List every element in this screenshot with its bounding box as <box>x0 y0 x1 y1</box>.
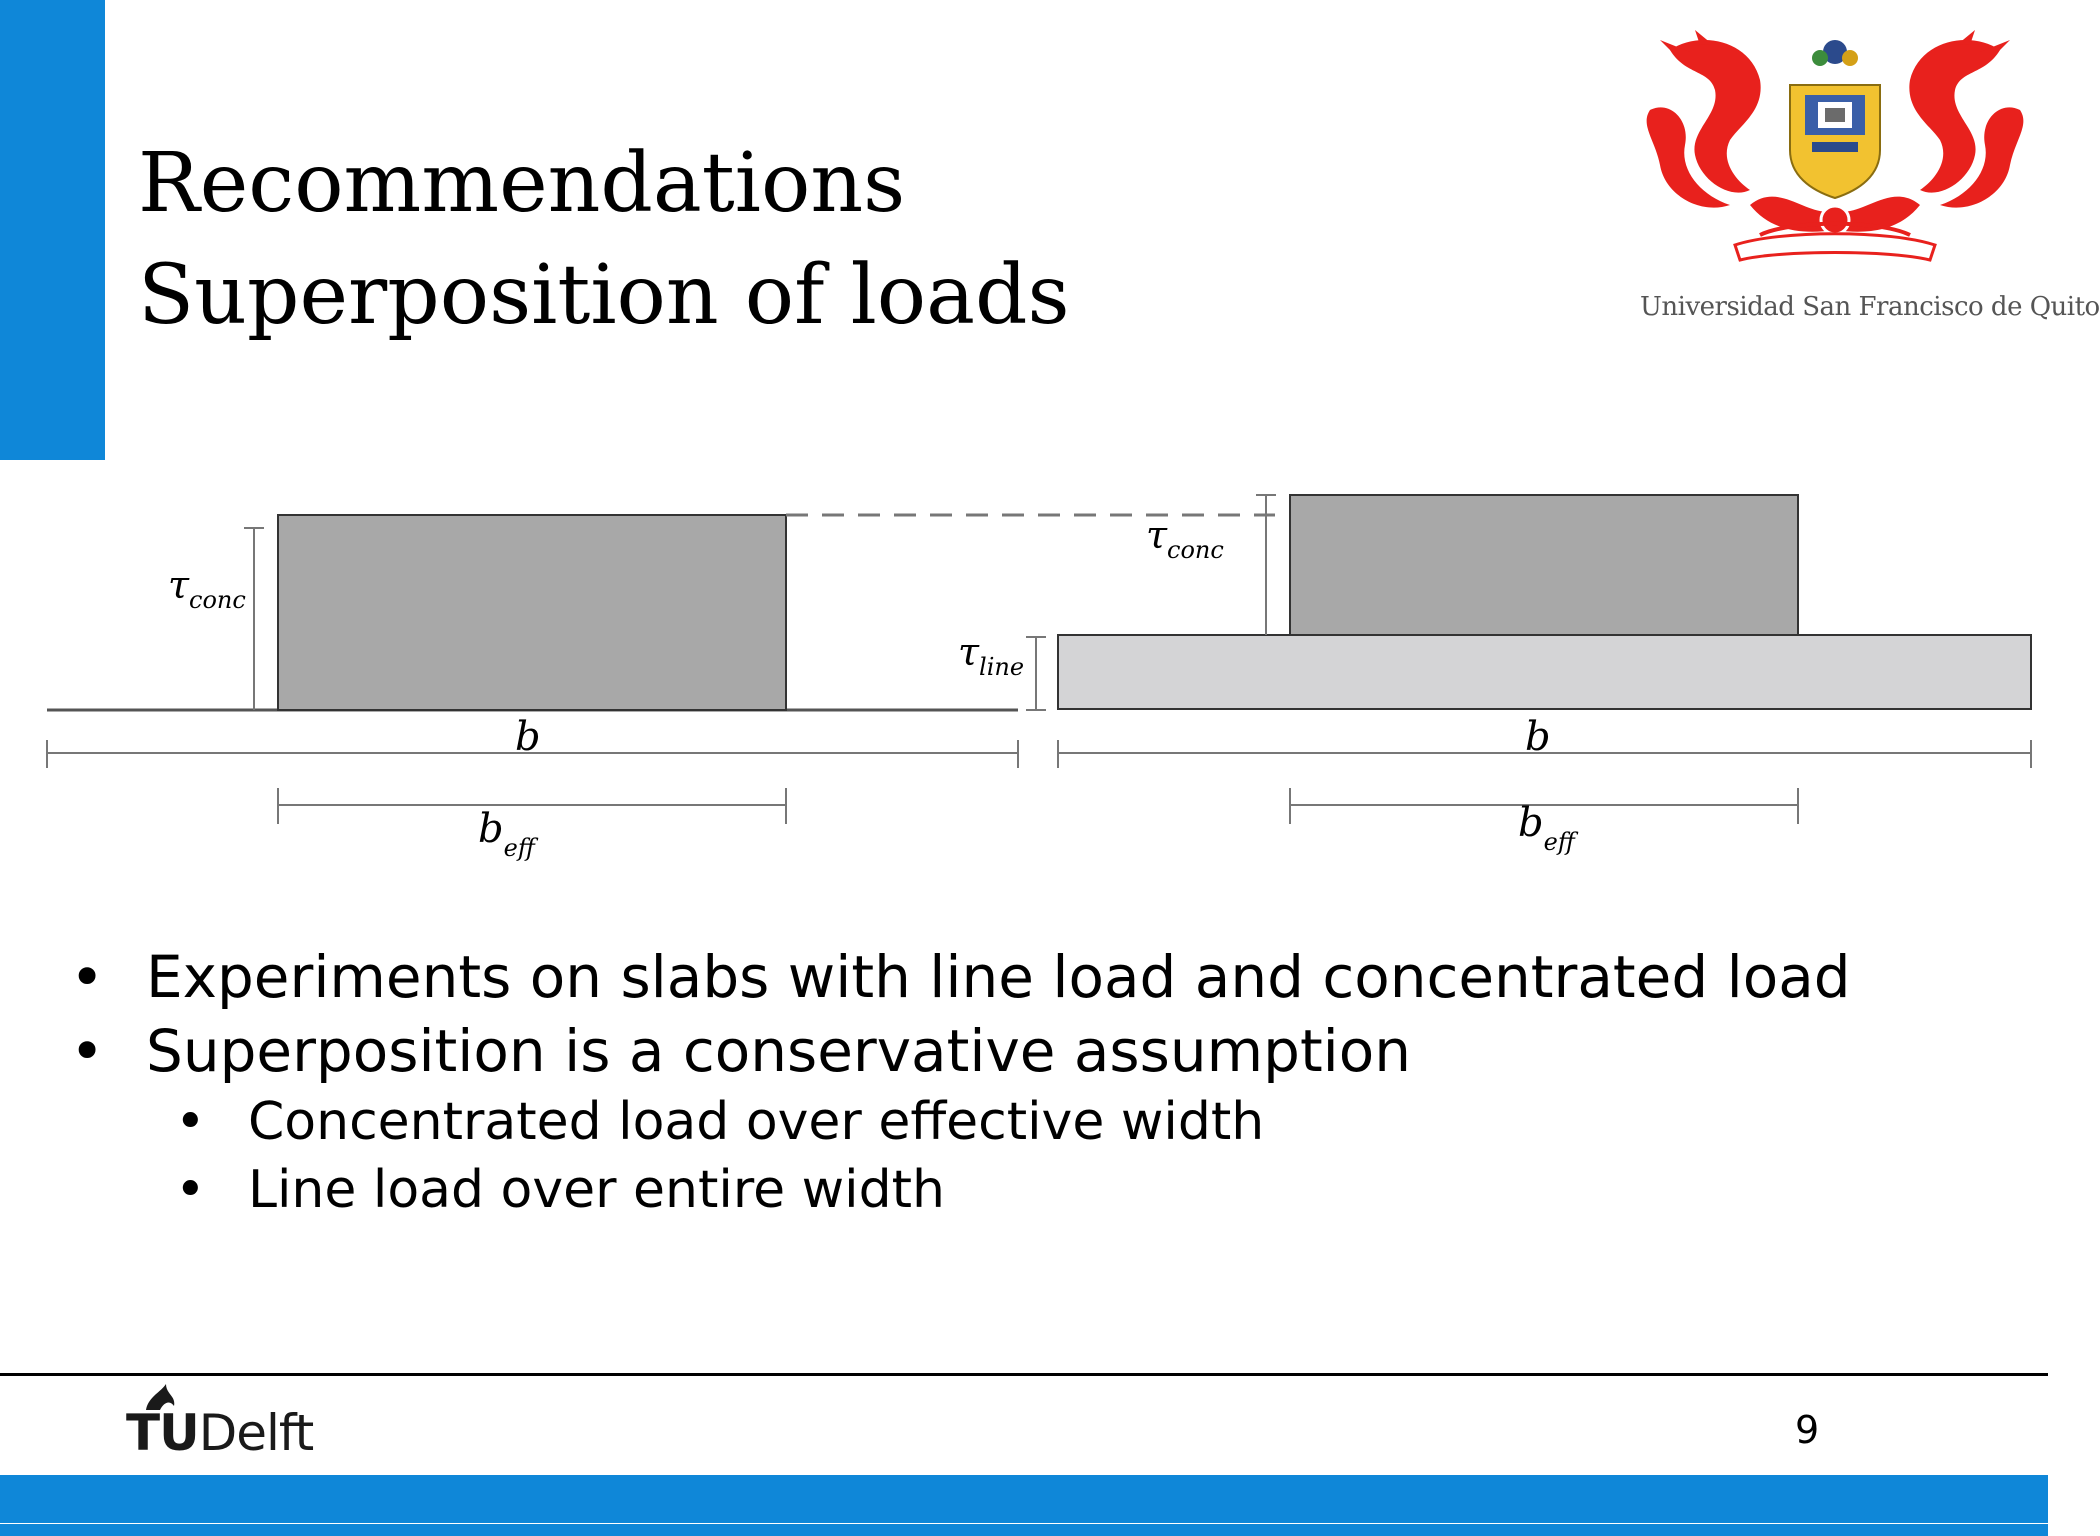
bullet-item: • Experiments on slabs with line load and concentrated load <box>70 940 1851 1014</box>
footer-band <box>0 1475 2048 1523</box>
accent-bar <box>0 0 105 460</box>
bullet-list <box>70 940 1851 1224</box>
right-beff-label: $b_{eff}$ <box>1518 800 1575 856</box>
left-tau-conc-label: $\tau_{conc}$ <box>168 563 246 614</box>
superposition-diagram <box>0 470 2048 890</box>
bullet-item: • Superposition is a conservative assumption <box>70 1014 1851 1088</box>
right-line-load-block <box>1058 635 2031 709</box>
bullet-dot: • <box>70 1017 105 1085</box>
footer-divider <box>0 1373 2048 1376</box>
left-width-label: b <box>515 714 541 760</box>
right-tau-conc-label: $\tau_{conc}$ <box>1146 513 1224 564</box>
logo-caption: Universidad San Francisco de Quito <box>1640 292 2100 322</box>
title-line-2: Superposition of loads <box>138 248 1070 343</box>
sub-bullet-item: • Concentrated load over effective width <box>70 1088 1851 1156</box>
sub-bullet-item: • Line load over entire width <box>70 1156 1851 1224</box>
page-number: 9 <box>1795 1408 1820 1452</box>
bullet-dot: • <box>175 1092 206 1152</box>
left-panel <box>47 515 1018 862</box>
right-width-label: b <box>1525 714 1551 760</box>
tudelft-logo: TUDelft <box>126 1382 346 1462</box>
university-logo <box>1640 30 2100 340</box>
left-beff-label: $b_{eff}$ <box>478 806 535 862</box>
slide-title <box>138 128 1070 352</box>
bullet-dot: • <box>70 943 105 1011</box>
title-line-1: Recommendations <box>138 136 906 231</box>
footer-band-lower <box>0 1524 2048 1536</box>
left-concentrated-load-block <box>278 515 786 710</box>
bullet-dot: • <box>175 1160 206 1220</box>
right-panel <box>958 495 2031 856</box>
coat-of-arms-icon <box>1640 30 2030 290</box>
right-concentrated-load-block <box>1290 495 1798 635</box>
right-tau-line-label: $\tau_{line}$ <box>958 630 1025 681</box>
